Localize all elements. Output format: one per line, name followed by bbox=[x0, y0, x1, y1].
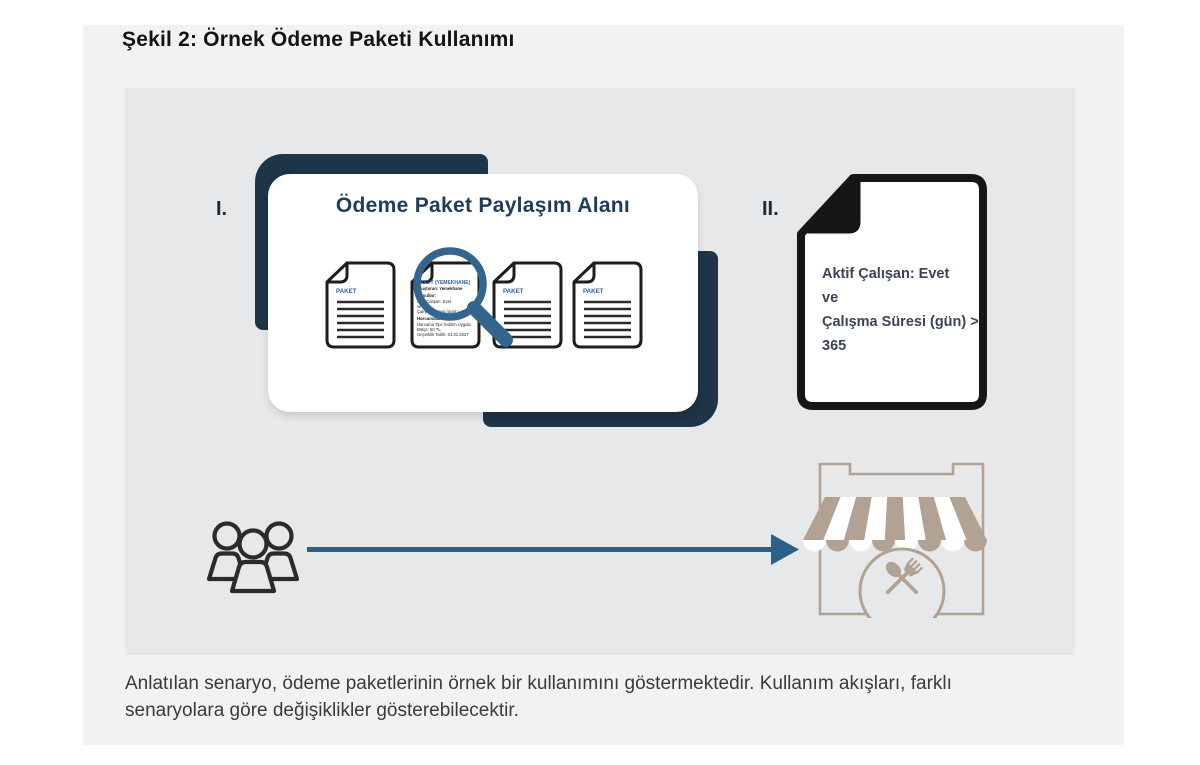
cafeteria-store-icon bbox=[800, 458, 990, 618]
condition-line: Aktif Çalışan: Evet bbox=[417, 298, 452, 304]
step-1-label: I. bbox=[216, 198, 228, 220]
criteria-text bbox=[822, 262, 992, 358]
condition-join: ve bbox=[417, 303, 422, 309]
svg-text:PAKET: PAKET bbox=[503, 288, 524, 295]
package-creator: Oluşturan: Yemekhane bbox=[417, 286, 463, 292]
package-document-icon bbox=[324, 260, 397, 350]
svg-text:PAKET: PAKET bbox=[336, 288, 357, 295]
card-title: Ödeme Paket Paylaşım Alanı bbox=[335, 194, 631, 217]
magnifier-icon bbox=[405, 240, 525, 360]
criteria-line: Aktif Çalışan: Evet bbox=[822, 266, 950, 282]
figure-title: Şekil 2: Örnek Ödeme Paketi Kullanımı bbox=[122, 28, 515, 51]
condition-line: Çalışma Süresi (gün) > 365 bbox=[417, 308, 469, 314]
employee-group-icon bbox=[207, 519, 299, 603]
spend-rule: Harcama Tipi: İndirim Uygula bbox=[417, 321, 471, 327]
package-header: PAKET (YEMEKHANE) bbox=[417, 280, 471, 286]
step-2-label: II. bbox=[762, 198, 779, 220]
figure-caption: Anlatılan senaryo, ödeme paketlerinin örnek bir kullanımını göstermektedir. Kullanım akışları, farklı senaryolara göre değişiklikler gösterebilecektir. bbox=[125, 673, 952, 721]
validity-line: Geçerlilik Tarihi: 01.01.2027 bbox=[417, 331, 469, 337]
conditions-title: Koşullar: bbox=[417, 293, 437, 298]
svg-text:PAKET: PAKET bbox=[583, 288, 604, 295]
package-document-icon bbox=[571, 260, 644, 350]
criteria-line: ve bbox=[822, 290, 839, 306]
criteria-line: Çalışma Süresi (gün) > 365 bbox=[822, 314, 979, 354]
spend-title: Harcamalar: bbox=[417, 316, 443, 322]
awning-stripes bbox=[803, 497, 987, 540]
flow-arrow-icon bbox=[305, 530, 800, 570]
budget-line: Bütçe: 50 TL bbox=[417, 326, 441, 332]
